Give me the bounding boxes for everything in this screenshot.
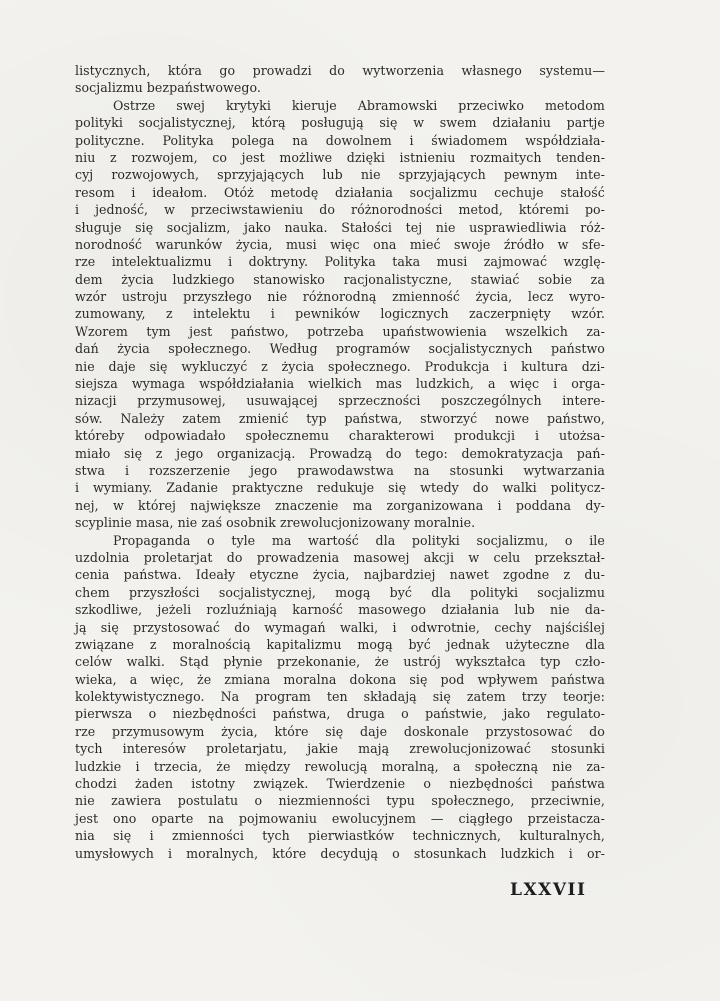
text-line: rze intelektualizmu i doktryny. Polityka taka musi zajmować wzglę-	[75, 254, 605, 270]
text-line: nia się i zmienności tych pierwiastków technicznych, kulturalnych,	[75, 828, 605, 844]
text-line: nizacji przymusowej, usuwającej sprzeczności poszczególnych intere-	[75, 393, 605, 409]
text-line: wzór ustroju przyszłego nie różnorodną zmienność życia, lecz wyro-	[75, 289, 605, 305]
text-line: dem życia ludzkiego stanowisko racjonalistyczne, stawiać sobie za	[75, 271, 605, 287]
text-line: niu z rozwojem, co jest możliwe dzięki istnieniu rozmaitych tenden-	[75, 149, 605, 165]
text-line: ludzkie i trzecia, że między rewolucją moralną, a społeczną nie za-	[75, 758, 605, 774]
text-line: stwa i rozszerzenie jego prawodawstwa na stosunki wytwarzania	[75, 462, 605, 478]
text-line: uzdolnia proletarjat do prowadzenia masowej akcji w celu przekształ-	[75, 549, 605, 565]
text-line: pierwsza o niezbędności państwa, druga o państwie, jako regulato-	[75, 706, 605, 722]
text-line: jest ono oparte na pojmowaniu ewolucyjnem — ciągłego przeistacza-	[75, 810, 605, 826]
text-line: listycznych, która go prowadzi do wytworzenia własnego systemu—	[75, 63, 605, 78]
text-line: związane z moralnością kapitalizmu mogą być jednak użyteczne dla	[75, 636, 605, 652]
text-line: chem przyszłości socjalistycznej, mogą być dla polityki socjalizmu	[75, 584, 605, 600]
text-line: kolektywistycznego. Na program ten składają się zatem trzy teorje:	[75, 689, 605, 705]
text-line: miało się z jego organizacją. Prowadzą do tego: demokratyzacja pań-	[75, 445, 605, 461]
text-line: chodzi żaden istotny związek. Twierdzenie o niezbędności państwa	[75, 776, 605, 792]
text-line: sługuje się socjalizm, jako nauka. Stałości tej nie usprawiedliwia róż-	[75, 219, 605, 235]
page-number: LXXVII	[510, 880, 587, 900]
text-line: norodność warunków życia, musi więc ona mieć swoje źródło w sfe-	[75, 236, 605, 252]
text-line: cyj rozwojowych, sprzyjających lub nie sprzyjających pewnym inte-	[75, 167, 605, 183]
text-line: nie daje się wykluczyć z życia społecznego. Produkcja i kultura dzi-	[75, 358, 605, 374]
text-line: ją się przystosować do wymagań walki, i odwrotnie, cechy najściślej	[75, 619, 605, 635]
text-line: nej, w której największe znaczenie ma zorganizowana i poddana dy-	[75, 497, 605, 513]
text-line: któreby odpowiadało społecznemu charakterowi produkcji i utożsa-	[75, 428, 605, 444]
text-line: resom i ideałom. Otóż metodę działania socjalizmu cechuje stałość	[75, 184, 605, 200]
text-line: umysłowych i moralnych, które decydują o stosunkach ludzkich i or-	[75, 845, 605, 861]
text-line: sów. Należy zatem zmienić typ państwa, stworzyć nowe państwo,	[75, 410, 605, 426]
text-line: rze przymusowym życia, które się daje doskonale przystosować do	[75, 723, 605, 739]
text-line: i jedność, w przeciwstawieniu do różnorodności metod, któremi po-	[75, 202, 605, 218]
body-text	[75, 62, 605, 862]
text-line: szkodliwe, jeżeli rozluźniają karność masowego działania lub nie da-	[75, 602, 605, 618]
text-line: scyplinie masa, nie zaś osobnik zrewolucjonizowany moralnie.	[75, 515, 476, 531]
text-line: dań życia społecznego. Według programów socjalistycznych państwo	[75, 341, 605, 357]
text-line: nie zawiera postulatu o niezmienności typu społecznego, przeciwnie,	[75, 793, 605, 809]
text-line: zumowany, z intelektu i pewników logicznych zaczerpnięty wzór.	[75, 306, 605, 322]
text-line: siejsza wymaga współdziałania wielkich mas ludzkich, a więc i orga-	[75, 376, 605, 392]
text-line: Propaganda o tyle ma wartość dla polityki socjalizmu, o ile	[113, 532, 605, 548]
text-line: socjalizmu bezpaństwowego.	[75, 80, 261, 96]
text-line: Ostrze swej krytyki kieruje Abramowski przeciwko metodom	[113, 97, 605, 113]
text-line: i wymiany. Zadanie praktyczne redukuje się wtedy do walki politycz-	[75, 480, 605, 496]
text-line: polityczne. Polityka polega na dowolnem i świadomem współdziała-	[75, 132, 605, 148]
text-line: wieka, a więc, że zmiana moralna dokona się pod wpływem państwa	[75, 671, 605, 687]
text-line: cenia państwa. Ideały etyczne życia, najbardziej nawet zgodne z du-	[75, 567, 605, 583]
text-line: Wzorem tym jest państwo, potrzeba upaństwowienia wszelkich za-	[75, 323, 605, 339]
text-line: celów walki. Stąd płynie przekonanie, że ustrój wykształca typ czło-	[75, 654, 605, 670]
text-line: tych interesów proletarjatu, jakie mają zrewolucjonizować stosunki	[75, 741, 605, 757]
text-line: polityki socjalistycznej, którą posługują się w swem działaniu partje	[75, 115, 605, 131]
